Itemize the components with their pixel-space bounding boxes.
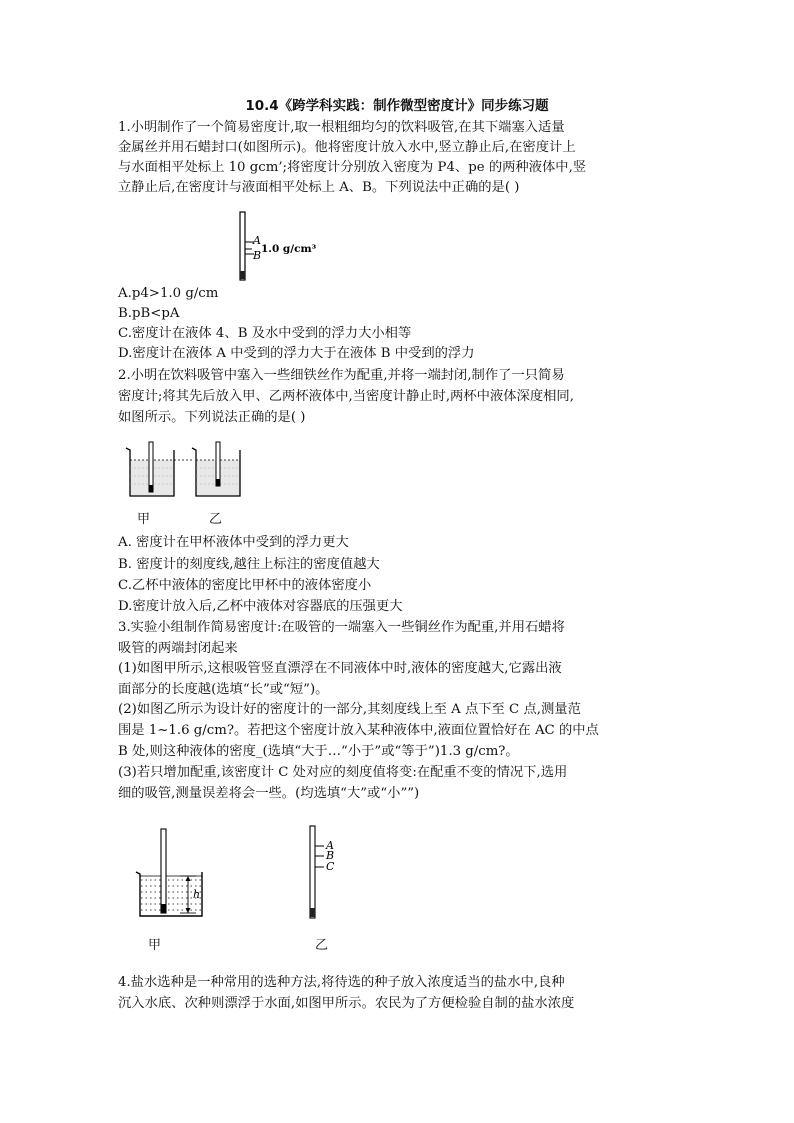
q1-line-3: 与水面相平处标上 10 gcm’;将密度计分别放入密度为 P4、pe 的两种液体中,竖 [118, 160, 587, 175]
q3-line-2: 吸管的两端封闭起来 [118, 641, 238, 656]
q2-line-1: 2.小明在饮料吸管中塞入一些细铁丝作为配重,并将一端封闭,制作了一只简易 [118, 368, 565, 383]
q4-line-1: 4.盐水选种是一种常用的选种方法,将待选的种子放入浓度适当的盐水中,良种 [118, 975, 565, 990]
q2-line-3: 如图所示。下列说法正确的是( ) [118, 410, 306, 425]
q2-beakers-figure [124, 440, 254, 502]
q3-caption-jia: 甲 [148, 938, 162, 953]
q3-label-c: C [326, 860, 335, 873]
beaker-jia [126, 442, 174, 496]
q1-line-2: 金属丝并用石蜡封口(如图所示)。他将密度计放入水中,竖立静止后,在密度计上 [118, 140, 576, 155]
q2-option-d: D.密度计放入后,乙杯中液体对容器底的压强更大 [118, 599, 403, 614]
q3-line-4: 面部分的长度越(选填“长”或“短”)。 [118, 682, 329, 697]
q3-scale-figure [304, 824, 354, 920]
q3-beaker-figure [132, 826, 216, 922]
q1-densimeter-figure [228, 208, 338, 284]
q3-h-label: h [193, 888, 201, 901]
q3-label-a: A [326, 839, 334, 852]
q1-option-a: A.p4>1.0 g/cm [118, 286, 219, 301]
q1-label-a: A [253, 234, 261, 247]
q3-line-6: 围是 1~1.6 g/cm?。若把这个密度计放入某种液体中,液面位置恰好在 AC 的中点 [118, 723, 599, 738]
q3-line-1: 3.实验小组制作简易密度计:在吸管的一端塞入一些铜丝作为配重,并用石蜡将 [118, 620, 565, 635]
q1-option-b: B.pB<pA [118, 306, 180, 321]
q1-scale-label: 1.0 g/cm³ [261, 243, 317, 255]
q2-option-b: B. 密度计的刻度线,越往上标注的密度值越大 [118, 557, 380, 572]
q3-line-9: 细的吸管,测量误差将会一些。(均选填“大”或“小””) [118, 786, 420, 801]
q2-option-c: C.乙杯中液体的密度比甲杯中的液体密度小 [118, 578, 372, 593]
q2-caption-jia: 甲 [137, 512, 151, 527]
q3-caption-yi: 乙 [315, 938, 329, 953]
q1-option-c: C.密度计在液体 4、B 及水中受到的浮力大小相等 [118, 326, 412, 341]
q3-line-5: (2)如图乙所示为设计好的密度计的一部分,其刻度线上至 A 点下至 C 点,测量范 [118, 702, 581, 717]
q1-label-b: B [253, 249, 262, 262]
q1-option-d: D.密度计在液体 A 中受到的浮力大于在液体 B 中受到的浮力 [118, 346, 475, 361]
beaker-yi [192, 442, 240, 496]
page-title: 10.4《跨学科实践：制作微型密度计》同步练习题 [245, 98, 549, 114]
q3-label-b: B [326, 849, 335, 862]
q2-option-a: A. 密度计在甲杯液体中受到的浮力更大 [118, 535, 349, 550]
q2-line-2: 密度计;将其先后放入甲、乙两杯液体中,当密度计静止时,两杯中液体深度相同, [118, 389, 574, 404]
q1-line-4: 立静止后,在密度计与液面相平处标上 A、B。下列说法中正确的是( ) [118, 180, 520, 195]
q2-caption-yi: 乙 [209, 512, 223, 527]
q3-line-8: (3)若只增加配重,该密度计 C 处对应的刻度值将变:在配重不变的情况下,选用 [118, 765, 568, 780]
q3-line-7: B 处,则这种液体的密度_(选填“大于…“小于”或“等于”)1.3 g/cm?。 [118, 744, 519, 759]
q1-line-1: 1.小明制作了一个简易密度计,取一根粗细均匀的饮料吸管,在其下端塞入适量 [118, 120, 565, 135]
q4-line-2: 沉入水底、次种则漂浮于水面,如图甲所示。农民为了方便检验自制的盐水浓度 [118, 996, 575, 1011]
q3-line-3: (1)如图甲所示,这根吸管竖直漂浮在不同液体中时,液体的密度越大,它露出液 [118, 661, 562, 676]
